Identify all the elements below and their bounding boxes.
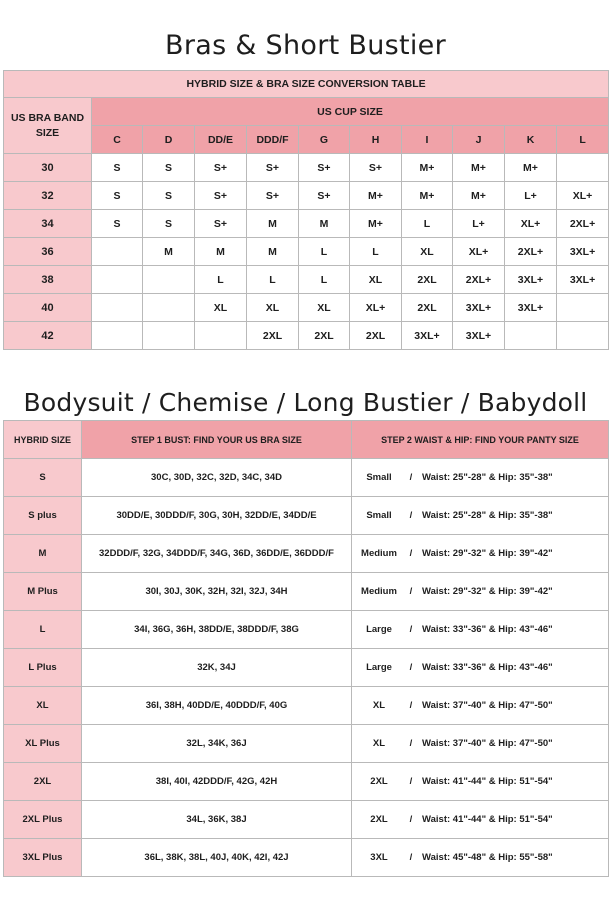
hybrid-size-cell: 3XL+ bbox=[402, 322, 453, 350]
hybrid-size-cell: XL bbox=[350, 266, 402, 294]
table-row bbox=[4, 535, 609, 573]
waist-hip-measurement: Waist: 33"-36" & Hip: 43"-46" bbox=[422, 624, 553, 635]
hybrid-size-cell: 2XL bbox=[299, 322, 350, 350]
panty-size-label: Small bbox=[366, 472, 392, 483]
hybrid-size-cell: M+ bbox=[350, 182, 402, 210]
separator-slash: / bbox=[409, 624, 413, 635]
table-row bbox=[4, 763, 609, 801]
panty-size-cell bbox=[352, 649, 609, 687]
cup-size-label: L bbox=[557, 126, 609, 154]
panty-size-label: Large bbox=[366, 624, 392, 635]
hybrid-size-cell: L+ bbox=[505, 182, 557, 210]
cup-size-label: C bbox=[92, 126, 143, 154]
separator-slash: / bbox=[409, 738, 413, 749]
hybrid-size-cell: XL bbox=[402, 238, 453, 266]
panty-size-cell bbox=[352, 687, 609, 725]
band-size-cell: 34 bbox=[4, 210, 92, 238]
hybrid-size-cell: M+ bbox=[453, 154, 505, 182]
hybrid-size-cell: XL+ bbox=[350, 294, 402, 322]
hybrid-size-cell bbox=[195, 322, 247, 350]
table-title: HYBRID SIZE & BRA SIZE CONVERSION TABLE bbox=[4, 71, 609, 98]
band-size-cell: 40 bbox=[4, 294, 92, 322]
lingerie-section-title: Bodysuit / Chemise / Long Bustier / Babydoll bbox=[23, 388, 588, 417]
hybrid-size-cell: XL bbox=[299, 294, 350, 322]
hybrid-size-cell: S+ bbox=[350, 154, 402, 182]
hybrid-size-cell: 3XL Plus bbox=[4, 839, 82, 877]
waist-hip-measurement: Waist: 29"-32" & Hip: 39"-42" bbox=[422, 586, 553, 597]
hybrid-size-cell: XL Plus bbox=[4, 725, 82, 763]
hybrid-size-cell: M Plus bbox=[4, 573, 82, 611]
hybrid-size-cell: S+ bbox=[299, 182, 350, 210]
separator-slash: / bbox=[409, 510, 413, 521]
hybrid-size-cell bbox=[92, 266, 143, 294]
panty-size-label: Medium bbox=[361, 586, 397, 597]
hybrid-size-cell: M bbox=[247, 210, 299, 238]
panty-size-label: 2XL bbox=[370, 814, 388, 825]
hybrid-size-cell: 2XL bbox=[4, 763, 82, 801]
hybrid-size-cell: M bbox=[247, 238, 299, 266]
hybrid-size-cell bbox=[92, 294, 143, 322]
hybrid-size-cell bbox=[557, 154, 609, 182]
hybrid-size-cell bbox=[557, 322, 609, 350]
separator-slash: / bbox=[409, 472, 413, 483]
panty-size-cell bbox=[352, 535, 609, 573]
bust-sizes-cell: 30C, 30D, 32C, 32D, 34C, 34D bbox=[82, 459, 352, 497]
bust-sizes-cell: 36I, 38H, 40DD/E, 40DDD/F, 40G bbox=[82, 687, 352, 725]
hybrid-size-cell: M+ bbox=[402, 182, 453, 210]
hybrid-size-cell: XL+ bbox=[505, 210, 557, 238]
table-row bbox=[4, 294, 609, 322]
panty-size-cell bbox=[352, 497, 609, 535]
table-row bbox=[4, 266, 609, 294]
hybrid-size-cell: XL bbox=[195, 294, 247, 322]
band-size-cell: 42 bbox=[4, 322, 92, 350]
hybrid-size-cell: S+ bbox=[195, 154, 247, 182]
hybrid-size-cell: S bbox=[92, 182, 143, 210]
panty-size-cell bbox=[352, 611, 609, 649]
hybrid-size-cell: 2XL+ bbox=[557, 210, 609, 238]
hybrid-size-cell: L Plus bbox=[4, 649, 82, 687]
waist-hip-measurement: Waist: 41"-44" & Hip: 51"-54" bbox=[422, 814, 553, 825]
hybrid-size-cell: L bbox=[299, 238, 350, 266]
cup-size-label: H bbox=[350, 126, 402, 154]
bust-sizes-cell: 32K, 34J bbox=[82, 649, 352, 687]
separator-slash: / bbox=[409, 700, 413, 711]
hybrid-size-cell: 2XL+ bbox=[505, 238, 557, 266]
table-row bbox=[4, 238, 609, 266]
table-row bbox=[4, 210, 609, 238]
hybrid-size-cell bbox=[143, 322, 195, 350]
hybrid-size-cell: S plus bbox=[4, 497, 82, 535]
separator-slash: / bbox=[409, 814, 413, 825]
bust-sizes-cell: 38I, 40I, 42DDD/F, 42G, 42H bbox=[82, 763, 352, 801]
waist-hip-measurement: Waist: 25"-28" & Hip: 35"-38" bbox=[422, 510, 553, 521]
table-row bbox=[4, 725, 609, 763]
hybrid-size-cell: S bbox=[92, 154, 143, 182]
table-row bbox=[4, 611, 609, 649]
hybrid-size-cell: XL+ bbox=[453, 238, 505, 266]
cup-size-label: I bbox=[402, 126, 453, 154]
hybrid-size-cell: 3XL+ bbox=[453, 294, 505, 322]
panty-size-label: Large bbox=[366, 662, 392, 673]
cup-size-header: US CUP SIZE bbox=[92, 98, 609, 126]
table-row bbox=[4, 687, 609, 725]
hybrid-size-cell: M bbox=[143, 238, 195, 266]
table-row bbox=[4, 649, 609, 687]
cup-header-row bbox=[4, 126, 609, 154]
hybrid-size-cell: S+ bbox=[299, 154, 350, 182]
waist-hip-measurement: Waist: 37"-40" & Hip: 47"-50" bbox=[422, 738, 553, 749]
waist-hip-measurement: Waist: 37"-40" & Hip: 47"-50" bbox=[422, 700, 553, 711]
hybrid-size-cell: L bbox=[195, 266, 247, 294]
waist-hip-measurement: Waist: 33"-36" & Hip: 43"-46" bbox=[422, 662, 553, 673]
cup-size-label: G bbox=[299, 126, 350, 154]
hybrid-size-cell: M+ bbox=[350, 210, 402, 238]
waist-hip-step-header: STEP 2 WAIST & HIP: FIND YOUR PANTY SIZE bbox=[352, 421, 609, 459]
separator-slash: / bbox=[409, 662, 413, 673]
bust-sizes-cell: 34L, 36K, 38J bbox=[82, 801, 352, 839]
hybrid-size-cell bbox=[92, 322, 143, 350]
hybrid-size-cell: S+ bbox=[195, 182, 247, 210]
table-row bbox=[4, 459, 609, 497]
panty-size-label: XL bbox=[372, 738, 386, 749]
hybrid-size-cell bbox=[505, 322, 557, 350]
band-size-header: US BRA BAND SIZE bbox=[4, 98, 92, 154]
hybrid-size-cell: M bbox=[195, 238, 247, 266]
panty-size-label: 2XL bbox=[370, 776, 388, 787]
hybrid-size-cell: 3XL+ bbox=[557, 238, 609, 266]
panty-size-cell bbox=[352, 573, 609, 611]
table-row bbox=[4, 154, 609, 182]
hybrid-size-cell: L bbox=[350, 238, 402, 266]
hybrid-size-cell: M+ bbox=[453, 182, 505, 210]
hybrid-size-cell: S+ bbox=[195, 210, 247, 238]
hybrid-size-cell bbox=[557, 294, 609, 322]
separator-slash: / bbox=[409, 852, 413, 863]
band-size-cell: 32 bbox=[4, 182, 92, 210]
separator-slash: / bbox=[409, 548, 413, 559]
bust-step-header: STEP 1 BUST: FIND YOUR US BRA SIZE bbox=[82, 421, 352, 459]
separator-slash: / bbox=[409, 776, 413, 787]
bras-section-title: Bras & Short Bustier bbox=[165, 30, 446, 61]
hybrid-size-cell: S+ bbox=[247, 154, 299, 182]
hybrid-size-cell: XL bbox=[247, 294, 299, 322]
hybrid-size-cell: S bbox=[143, 182, 195, 210]
table-row bbox=[4, 322, 609, 350]
hybrid-size-cell: L bbox=[299, 266, 350, 294]
hybrid-size-cell: 2XL+ bbox=[453, 266, 505, 294]
bra-size-conversion-table bbox=[3, 70, 609, 350]
hybrid-size-cell: M+ bbox=[505, 154, 557, 182]
hybrid-size-cell: S+ bbox=[247, 182, 299, 210]
hybrid-size-cell: 2XL bbox=[247, 322, 299, 350]
table-row bbox=[4, 497, 609, 535]
bust-sizes-cell: 32L, 34K, 36J bbox=[82, 725, 352, 763]
waist-hip-measurement: Waist: 41"-44" & Hip: 51"-54" bbox=[422, 776, 553, 787]
hybrid-size-cell: M bbox=[4, 535, 82, 573]
hybrid-size-cell: L bbox=[402, 210, 453, 238]
table-row bbox=[4, 573, 609, 611]
bust-sizes-cell: 32DDD/F, 32G, 34DDD/F, 34G, 36D, 36DD/E, 36DDD/F bbox=[82, 535, 352, 573]
hybrid-size-cell: 3XL+ bbox=[453, 322, 505, 350]
band-size-cell: 38 bbox=[4, 266, 92, 294]
hybrid-size-cell: 2XL bbox=[402, 266, 453, 294]
panty-size-label: Small bbox=[366, 510, 392, 521]
panty-size-cell bbox=[352, 459, 609, 497]
hybrid-size-cell: 2XL bbox=[350, 322, 402, 350]
waist-hip-measurement: Waist: 25"-28" & Hip: 35"-38" bbox=[422, 472, 553, 483]
table-row bbox=[4, 801, 609, 839]
bust-sizes-cell: 34I, 36G, 36H, 38DD/E, 38DDD/F, 38G bbox=[82, 611, 352, 649]
hybrid-size-cell bbox=[143, 266, 195, 294]
panty-size-cell bbox=[352, 801, 609, 839]
hybrid-size-cell: S bbox=[92, 210, 143, 238]
hybrid-size-cell: L bbox=[4, 611, 82, 649]
panty-size-label: XL bbox=[372, 700, 386, 711]
hybrid-size-cell bbox=[143, 294, 195, 322]
lingerie-size-table bbox=[3, 420, 609, 877]
cup-size-label: D bbox=[143, 126, 195, 154]
hybrid-size-cell: S bbox=[143, 154, 195, 182]
hybrid-size-cell: 3XL+ bbox=[505, 266, 557, 294]
hybrid-size-header: HYBRID SIZE bbox=[4, 421, 82, 459]
hybrid-size-cell bbox=[92, 238, 143, 266]
hybrid-size-cell: L bbox=[247, 266, 299, 294]
band-size-cell: 36 bbox=[4, 238, 92, 266]
hybrid-size-cell: XL bbox=[4, 687, 82, 725]
bust-sizes-cell: 30I, 30J, 30K, 32H, 32I, 32J, 34H bbox=[82, 573, 352, 611]
hybrid-size-cell: S bbox=[4, 459, 82, 497]
hybrid-size-cell: 2XL Plus bbox=[4, 801, 82, 839]
separator-slash: / bbox=[409, 586, 413, 597]
table-row bbox=[4, 182, 609, 210]
cup-size-label: K bbox=[505, 126, 557, 154]
bust-sizes-cell: 30DD/E, 30DDD/F, 30G, 30H, 32DD/E, 34DD/E bbox=[82, 497, 352, 535]
hybrid-size-cell: 3XL+ bbox=[557, 266, 609, 294]
hybrid-size-cell: M+ bbox=[402, 154, 453, 182]
cup-size-label: DD/E bbox=[195, 126, 247, 154]
hybrid-size-cell: M bbox=[299, 210, 350, 238]
panty-size-label: Medium bbox=[361, 548, 397, 559]
hybrid-size-cell: S bbox=[143, 210, 195, 238]
panty-size-cell bbox=[352, 725, 609, 763]
hybrid-size-cell: 3XL+ bbox=[505, 294, 557, 322]
panty-size-label: 3XL bbox=[370, 852, 388, 863]
waist-hip-measurement: Waist: 45"-48" & Hip: 55"-58" bbox=[422, 852, 553, 863]
hybrid-size-cell: XL+ bbox=[557, 182, 609, 210]
hybrid-size-cell: 2XL bbox=[402, 294, 453, 322]
bust-sizes-cell: 36L, 38K, 38L, 40J, 40K, 42I, 42J bbox=[82, 839, 352, 877]
cup-size-label: J bbox=[453, 126, 505, 154]
waist-hip-measurement: Waist: 29"-32" & Hip: 39"-42" bbox=[422, 548, 553, 559]
panty-size-cell bbox=[352, 839, 609, 877]
table-row bbox=[4, 839, 609, 877]
panty-size-cell bbox=[352, 763, 609, 801]
cup-size-label: DDD/F bbox=[247, 126, 299, 154]
hybrid-size-cell: L+ bbox=[453, 210, 505, 238]
band-size-cell: 30 bbox=[4, 154, 92, 182]
